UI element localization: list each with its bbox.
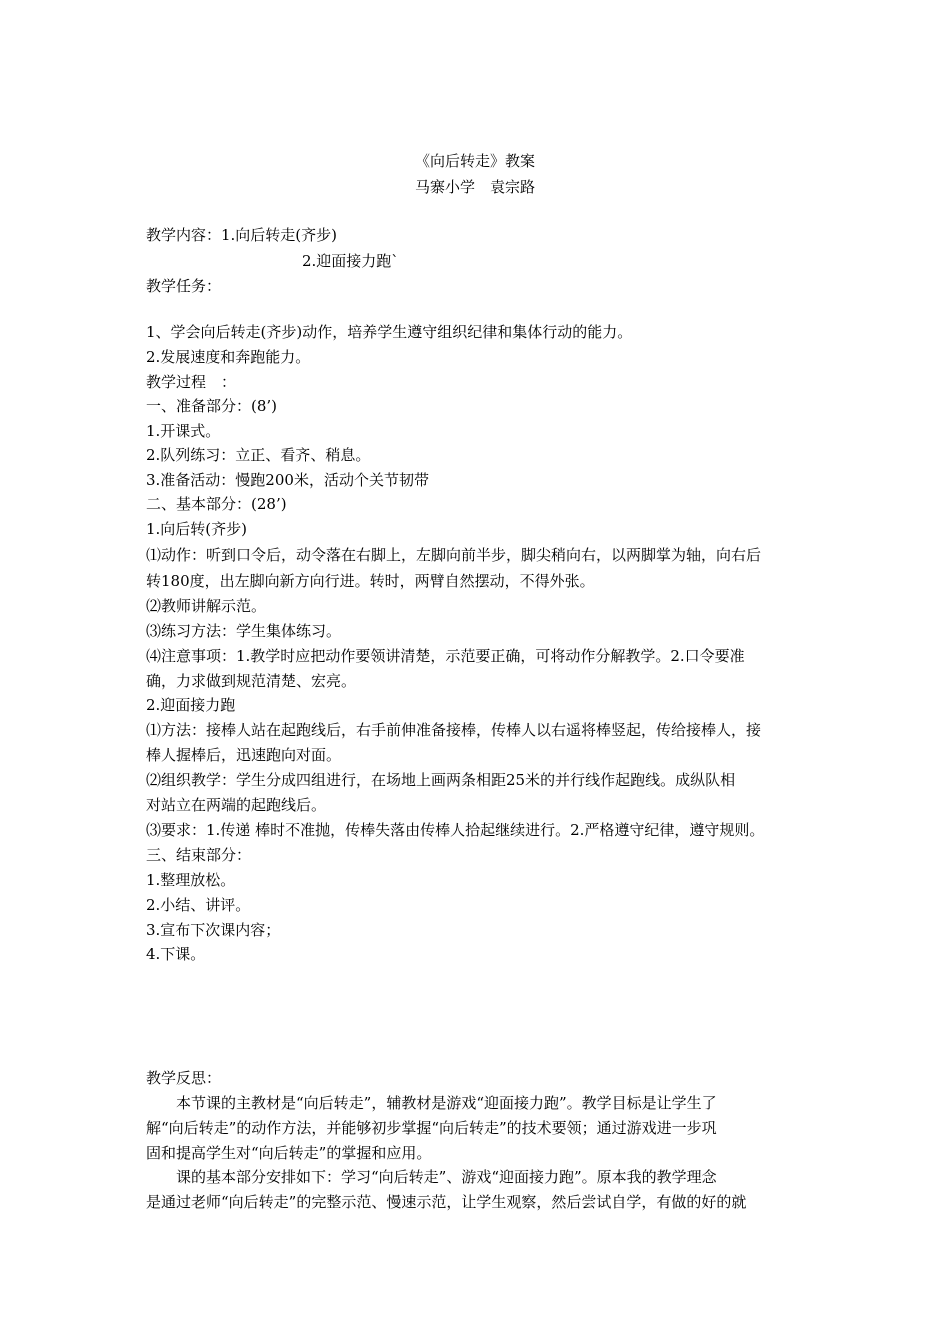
text-line: 2.小结、讲评。 bbox=[146, 896, 251, 914]
text-line: 解“向后转走”的动作方法，并能够初步掌握“向后转走”的技术要领；通过游戏进一步巩 bbox=[146, 1119, 717, 1137]
text-line: 棒人握棒后，迅速跑向对面。 bbox=[146, 746, 342, 764]
text-line: 确，力求做到规范清楚、宏亮。 bbox=[146, 672, 357, 690]
text-line: 固和提高学生对“向后转走”的掌握和应用。 bbox=[146, 1144, 432, 1162]
text-line: 3.宣布下次课内容； bbox=[146, 921, 281, 939]
doc-title: 《向后转走》教案 bbox=[414, 152, 535, 170]
text-line: ⑶练习方法：学生集体练习。 bbox=[146, 622, 342, 640]
section-heading: 三、结束部分： bbox=[146, 846, 252, 864]
text-line: 本节课的主教材是“向后转走”，辅教材是游戏“迎面接力跑”。教学目标是让学生了 bbox=[146, 1094, 717, 1112]
text-line: 3.准备活动：慢跑200米，活动个关节韧带 bbox=[146, 471, 429, 489]
text-line: 2.队列练习：立正、看齐、稍息。 bbox=[146, 446, 371, 464]
text-line: 转180度，出左脚向新方向行进。转时，两臂自然摆动，不得外张。 bbox=[146, 572, 595, 590]
text-line: 1、学会向后转走(齐步)动作，培养学生遵守组织纪律和集体行动的能力。 bbox=[146, 323, 633, 341]
text-line: 教学内容：1.向后转走(齐步) bbox=[146, 226, 338, 244]
text-line: ⑷注意事项：1.教学时应把动作要领讲清楚，示范要正确，可将动作分解教学。2.口令要准 bbox=[146, 647, 745, 665]
text-line: 教学过程 ： bbox=[146, 373, 237, 391]
text-line: 对站立在两端的起跑线后。 bbox=[146, 796, 327, 814]
text-line: ⑶要求：1.传递 棒时不准抛，传棒失落由传棒人拾起继续进行。2.严格遵守纪律，遵守规则。 bbox=[146, 821, 765, 839]
text-line: ⑴动作：听到口令后，动令落在右脚上，左脚向前半步，脚尖稍向右，以两脚掌为轴，向右后 bbox=[146, 546, 762, 564]
text-line: 课的基本部分安排如下：学习“向后转走”、游戏“迎面接力跑”。原本我的教学理念 bbox=[146, 1168, 717, 1186]
text-line: 教学任务： bbox=[146, 277, 222, 295]
section-heading: 教学反思： bbox=[146, 1069, 222, 1087]
text-line: 1.整理放松。 bbox=[146, 871, 236, 889]
text-line: 2.迎面接力跑` bbox=[302, 252, 399, 270]
text-line: 4.下课。 bbox=[146, 945, 206, 963]
text-line: ⑵教师讲解示范。 bbox=[146, 597, 267, 615]
text-line: 2.发展速度和奔跑能力。 bbox=[146, 348, 311, 366]
doc-author: 马寨小学 袁宗路 bbox=[414, 178, 535, 196]
text-line: ⑴方法：接棒人站在起跑线后，右手前伸准备接棒，传棒人以右遥将棒竖起，传给接棒人，接 bbox=[146, 721, 762, 739]
section-heading: 一、准备部分：(8’) bbox=[146, 397, 278, 415]
text-line: 1.开课式。 bbox=[146, 422, 221, 440]
text-line: ⑵组织教学：学生分成四组进行，在场地上画两条相距25米的并行线作起跑线。成纵队相 bbox=[146, 771, 736, 789]
text-line: 是通过老师“向后转走”的完整示范、慢速示范，让学生观察，然后尝试自学，有做的好的就 bbox=[146, 1193, 747, 1211]
section-heading: 二、基本部分：(28’) bbox=[146, 495, 287, 513]
text-line: 2.迎面接力跑 bbox=[146, 696, 236, 714]
text-line: 1.向后转(齐步) bbox=[146, 520, 248, 538]
